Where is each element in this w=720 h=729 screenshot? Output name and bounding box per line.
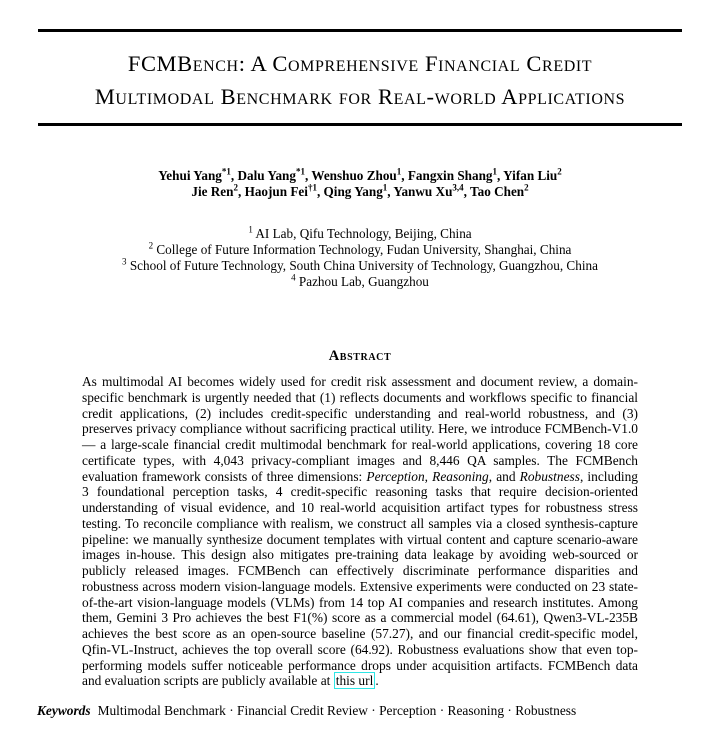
text-run: , Dalu Yang (230, 168, 296, 183)
superscript: 3,4 (452, 182, 464, 193)
text-run: Pazhou Lab, Guangzhou (295, 274, 429, 289)
superscript: 3 (122, 256, 127, 267)
superscript: 2 (148, 240, 154, 251)
text-run: , Yanwu Xu (387, 184, 453, 199)
text-run: Jie Ren (191, 184, 234, 199)
text-run: , Haojun Fei (237, 184, 308, 199)
keywords-list: Multimodal Benchmark · Financial Credit Review · Perception · Reasoning · Robustness (97, 703, 577, 718)
abstract-text (82, 374, 638, 689)
affiliation-line-4 (0, 274, 720, 290)
superscript: *1 (221, 166, 231, 177)
abstract-url-link[interactable]: this url (335, 673, 374, 689)
text-run: , including 3 foundational perception tasks, 4 credit-specific reasoning tasks that require decision-oriented understanding of visual evidence, and 10 real-world acquisition artifact types for robustness stress testing. To reconcile compliance with realism, we construct all samples via a closed synthesis-capture pipeline: we manually synthesize document templates with virtual content and capture scenario-aware images in-house. This design also mitigates pre-training data leakage by avoiding web-sourced or publicly released images. FCMBench can effectively discriminate performance disparities and robustness across modern vision-language models. Extensive experiments were conducted on 23 state-of-the-art vision-language models (VLMs) from 14 top AI companies and research institutes. Among them, Gemini 3 Pro achieves the best F1(%) score as a commercial model (64.61), Qwen3-VL-235B achieves the best score as an open-source baseline (57.27), and our financial credit-specific model, Qfin-VL-Instruct, achieves the top overall score (64.92). Robustness evaluations show that even top-performing models suffer noticeable performance drops under acquisition artifacts. FCMBench data and evaluation scripts are publicly available at (82, 468, 639, 689)
affiliation-line-1 (0, 226, 720, 242)
text-run: . (375, 673, 379, 689)
author-block (0, 168, 720, 200)
superscript: 1 (396, 166, 402, 177)
text-run: School of Future Technology, South China University of Technology, Guangzhou, China (126, 258, 598, 273)
text-run: , Fangxin Shang (401, 168, 493, 183)
text-run: , Yifan Liu (497, 168, 558, 183)
superscript: 2 (233, 182, 238, 193)
superscript: 4 (291, 272, 296, 283)
text-run: , Qing Yang (316, 184, 383, 199)
keywords-line (37, 703, 682, 719)
abstract-heading: Abstract (328, 348, 392, 364)
superscript: †1 (307, 182, 317, 193)
text-run: As multimodal AI becomes widely used for credit risk assessment and document review, a domain-specific benchmark is urgently needed that (1) reflects documents and workflows specific to financial credit applications, (2) includes credit-specific understanding and real-world robustness, and (3) preserves privacy compliance without sacrificing practical utility. Here, we introduce FCMBench-V1.0 — a large-scale financial credit multimodal benchmark for real-world applications, covering 18 core certificate types, with 4,043 privacy-compliant images and 8,446 QA samples. The FCMBench evaluation framework consists of three dimensions: (82, 374, 638, 484)
keywords-label: Keywords (37, 703, 91, 718)
text-run: , Wenshuo Zhou (305, 168, 397, 183)
text-run: Reasoning (432, 468, 489, 484)
text-run: Robustness (519, 468, 580, 484)
superscript: 2 (557, 166, 562, 177)
superscript: 1 (492, 166, 498, 177)
superscript: *1 (296, 166, 305, 177)
text-run: , Tao Chen (463, 184, 525, 199)
authors-line-1 (0, 168, 720, 184)
affiliation-line-3 (0, 258, 720, 274)
superscript: 1 (248, 224, 253, 235)
title-rule-bottom (38, 123, 682, 126)
text-run: AI Lab, Qifu Technology, Beijing, China (252, 226, 472, 241)
superscript: 2 (524, 182, 529, 193)
text-run: , (424, 468, 433, 484)
text-run: , and (488, 468, 520, 484)
paper-title-line2: Multimodal Benchmark for Real-world Applications (94, 84, 626, 109)
authors-line-2 (0, 184, 720, 200)
affiliations-block (0, 226, 720, 290)
text-run: Yehui Yang (158, 168, 222, 183)
affiliation-line-2 (0, 242, 720, 258)
title-rule-top (38, 29, 682, 32)
paper-title-line1: FCMBench: A Comprehensive Financial Credit (127, 51, 593, 76)
superscript: 1 (382, 182, 388, 193)
paper-title (30, 47, 690, 113)
text-run: Perception (366, 468, 425, 484)
text-run: College of Future Information Technology, Fudan University, Shanghai, China (153, 242, 572, 257)
